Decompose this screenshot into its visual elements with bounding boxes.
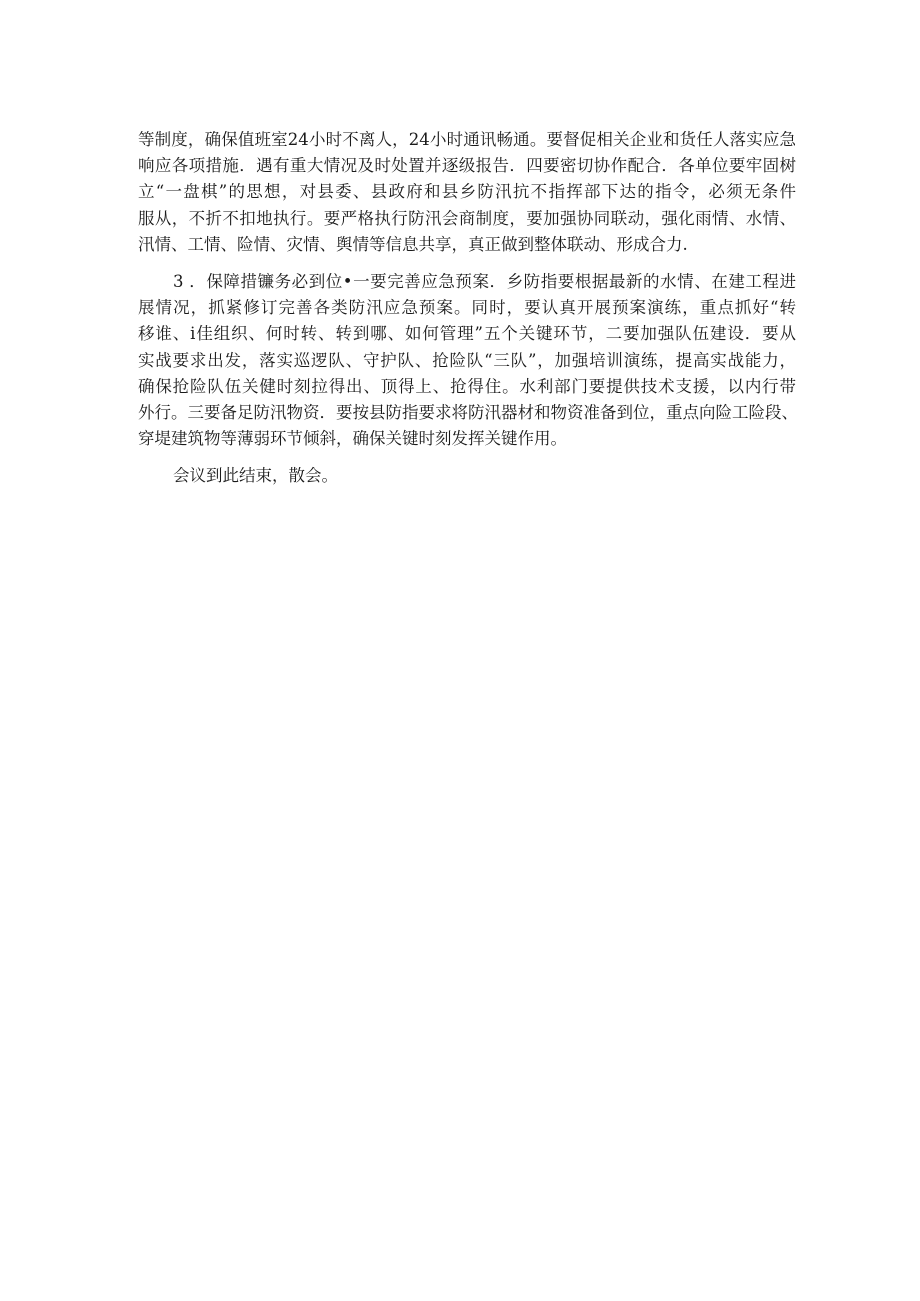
paragraph-2 <box>138 269 796 452</box>
paragraph-3 <box>138 463 796 489</box>
document-body <box>138 127 796 489</box>
paragraph-1 <box>138 127 796 258</box>
paragraph-line: 汛情、工情、险情、灾情、舆情等信息共享，真正做到整体联动、形成合力. <box>138 234 688 254</box>
paragraph-line: 服从，不折不扣地执行。要严格执行防汛会商制度，要加强协同联动，强化雨情、水情、 <box>138 208 796 228</box>
paragraph-spacer <box>138 258 796 269</box>
paragraph-line: 穿堤建筑物等薄弱环节倾斜，确保关键时刻发挥关键作用。 <box>138 429 567 449</box>
paragraph-line: 移谁、i佳组织、何时转、转到哪、如何管理”五个关键环节，二要加强队伍建设．要从 <box>138 324 796 344</box>
paragraph-spacer <box>138 452 796 463</box>
paragraph-line: 外行。三要备足防汛物资．要按县防指要求将防汛器材和物资准备到位，重点向险工险段、 <box>138 402 798 422</box>
paragraph-line: 确保抢险队伍关健时刻拉得出、顶得上、抢得住。水利部门要提供技术支援，以内行带 <box>138 376 796 396</box>
paragraph-line: 会议到此结束，散会。 <box>173 466 338 486</box>
paragraph-line: 响应各项措施．遇有重大情况及时处置并逐级报告．四要密切协作配合．各单位要牢固树 <box>138 156 796 176</box>
paragraph-line: 立“一盘棋”的思想，对县委、县政府和县乡防汛抗不指挥部下达的指令，必须无条件 <box>138 182 796 202</box>
paragraph-line: 实战要求出发，落实巡逻队、守护队、抢险队“三队”，加强培训演练，提高实战能力， <box>138 350 796 370</box>
paragraph-line: 等制度，确保值班室24小时不离人，24小时通讯畅通。要督促相关企业和货任人落实应急 <box>138 130 796 149</box>
paragraph-line: 3 ．保障措镰务必到位•一要完善应急预案．乡防指要根据最新的水情、在建工程进 <box>173 271 796 291</box>
paragraph-line: 展情况，抓紧修订完善各类防汛应急预案。同时，要认真开展预案演练，重点抓好“转 <box>138 298 796 318</box>
